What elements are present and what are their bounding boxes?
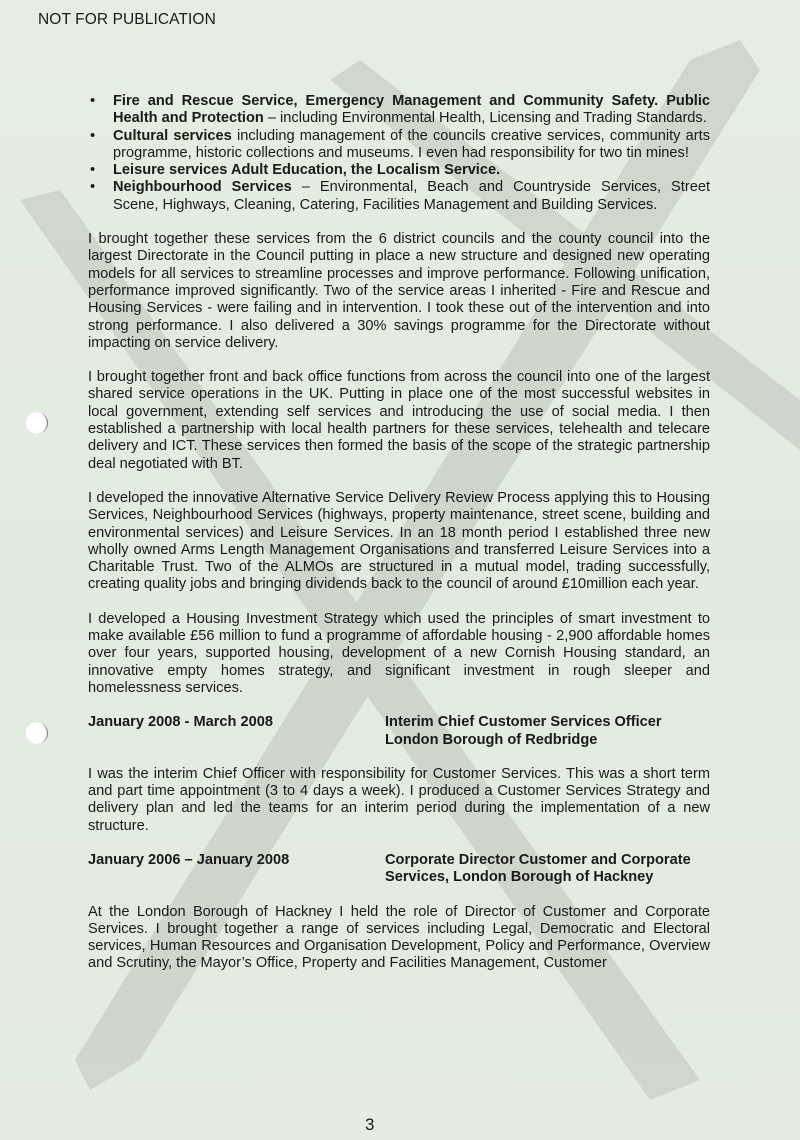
service-bullet-list — [88, 93, 710, 214]
bullet-text: including management of the councils creative services, community arts programme, historic collections and museums. I even had responsibility for two tin mines! — [113, 127, 710, 161]
bullet-heading: Cultural services — [113, 127, 232, 144]
role-title-line: Corporate Director Customer and Corporate — [385, 851, 691, 868]
paragraph-alternative-delivery: I developed the innovative Alternative Service Delivery Review Process applying this to Housing Services, Neighbourhood Services (highways, property maintenance, street scene, building and environmental services) and Leisure Services. In an 18 month period I established three new wholly owned Arms Length Management Organisations and transferred Leisure Services into a Charitable Trust. Two of the ALMOs are structured in a mutual model, trading successfully, creating quality jobs and bringing dividends back to the council of around £10million each year. — [88, 489, 710, 593]
bullet-icon: • — [90, 162, 96, 179]
role-header-redbridge — [88, 714, 710, 749]
bullet-heading: Fire and Rescue Service, Emergency Management and Community Safety. Public Health and Protection — [113, 93, 710, 127]
document-body — [88, 93, 710, 973]
role-header-hackney — [88, 852, 710, 887]
bullet-item-cultural-services — [88, 128, 710, 163]
role-organisation: Services, London Borough of Hackney — [385, 869, 654, 886]
bullet-icon: • — [90, 179, 96, 196]
role-organisation: London Borough of Redbridge — [385, 731, 598, 748]
role-dates: January 2008 - March 2008 — [88, 714, 273, 731]
bullet-item-leisure-services — [88, 162, 710, 179]
confidentiality-note: NOT FOR PUBLICATION — [38, 11, 216, 28]
role-title-line: Interim Chief Customer Services Officer — [385, 714, 662, 731]
role-description-redbridge: I was the interim Chief Officer with responsibility for Customer Services. This was a short term and part time appointment (3 to 4 days a week). I produced a Customer Services Strategy and delivery plan and led the teams for an interim period during the implementation of a new structure. — [88, 765, 710, 834]
paragraph-directorate: I brought together these services from the 6 district councils and the county council into the largest Directorate in the Council putting in place a new structure and designed new operating models for all services to streamline processes and improve performance. Following unification, performance improved significantly. Two of the service areas I inherited - Fire and Rescue and Housing Services - were failing and in intervention. I took these out of the intervention and into strong performance. I also delivered a 30% savings programme for the Directorate without impacting on service delivery. — [88, 231, 710, 351]
role-description-hackney: At the London Borough of Hackney I held the role of Director of Customer and Corporate Services. I brought together a range of services including Legal, Democratic and Electoral services, Human Resources and Organisation Development, Policy and Performance, Overview and Scrutiny, the Mayor’s Office, Property and Facilities Management, Customer — [88, 903, 710, 972]
paragraph-housing-investment: I developed a Housing Investment Strategy which used the principles of smart investment to make available £56 million to fund a programme of affordable housing - 2,900 affordable homes over four years, supported housing, development of a new Cornish Housing standard, an innovative empty homes strategy, and significant investment in rough sleeper and homelessness services. — [88, 610, 710, 696]
role-title — [385, 714, 710, 749]
bullet-item-neighbourhood-services — [88, 179, 710, 214]
bullet-heading: Leisure services Adult Education, the Localism Service. — [113, 162, 501, 179]
page-number: 3 — [365, 1115, 375, 1134]
bullet-item-fire-rescue — [88, 93, 710, 128]
bullet-icon: • — [90, 93, 96, 109]
punch-hole-bottom — [26, 722, 48, 744]
bullet-text: – Environmental, Beach and Countryside Services, Street Scene, Highways, Cleaning, Catering, Facilities Management and Building Services. — [113, 179, 710, 213]
role-dates: January 2006 – January 2008 — [88, 851, 290, 868]
role-title — [385, 852, 710, 887]
bullet-text: – including Environmental Health, Licensing and Trading Standards. — [263, 110, 707, 127]
punch-hole-top — [26, 412, 48, 434]
bullet-heading: Neighbourhood Services — [113, 179, 292, 196]
paragraph-shared-services: I brought together front and back office functions from across the council into one of the largest shared service operations in the UK. Putting in place one of the most successful websites in local government, extending self services and introducing the use of social media. I then established a partnership with local health partners for these services, telehealth and telecare delivery and ICT. These services then formed the basis of the scope of the strategic partnership deal negotiated with BT. — [88, 369, 710, 472]
bullet-icon: • — [90, 127, 96, 144]
